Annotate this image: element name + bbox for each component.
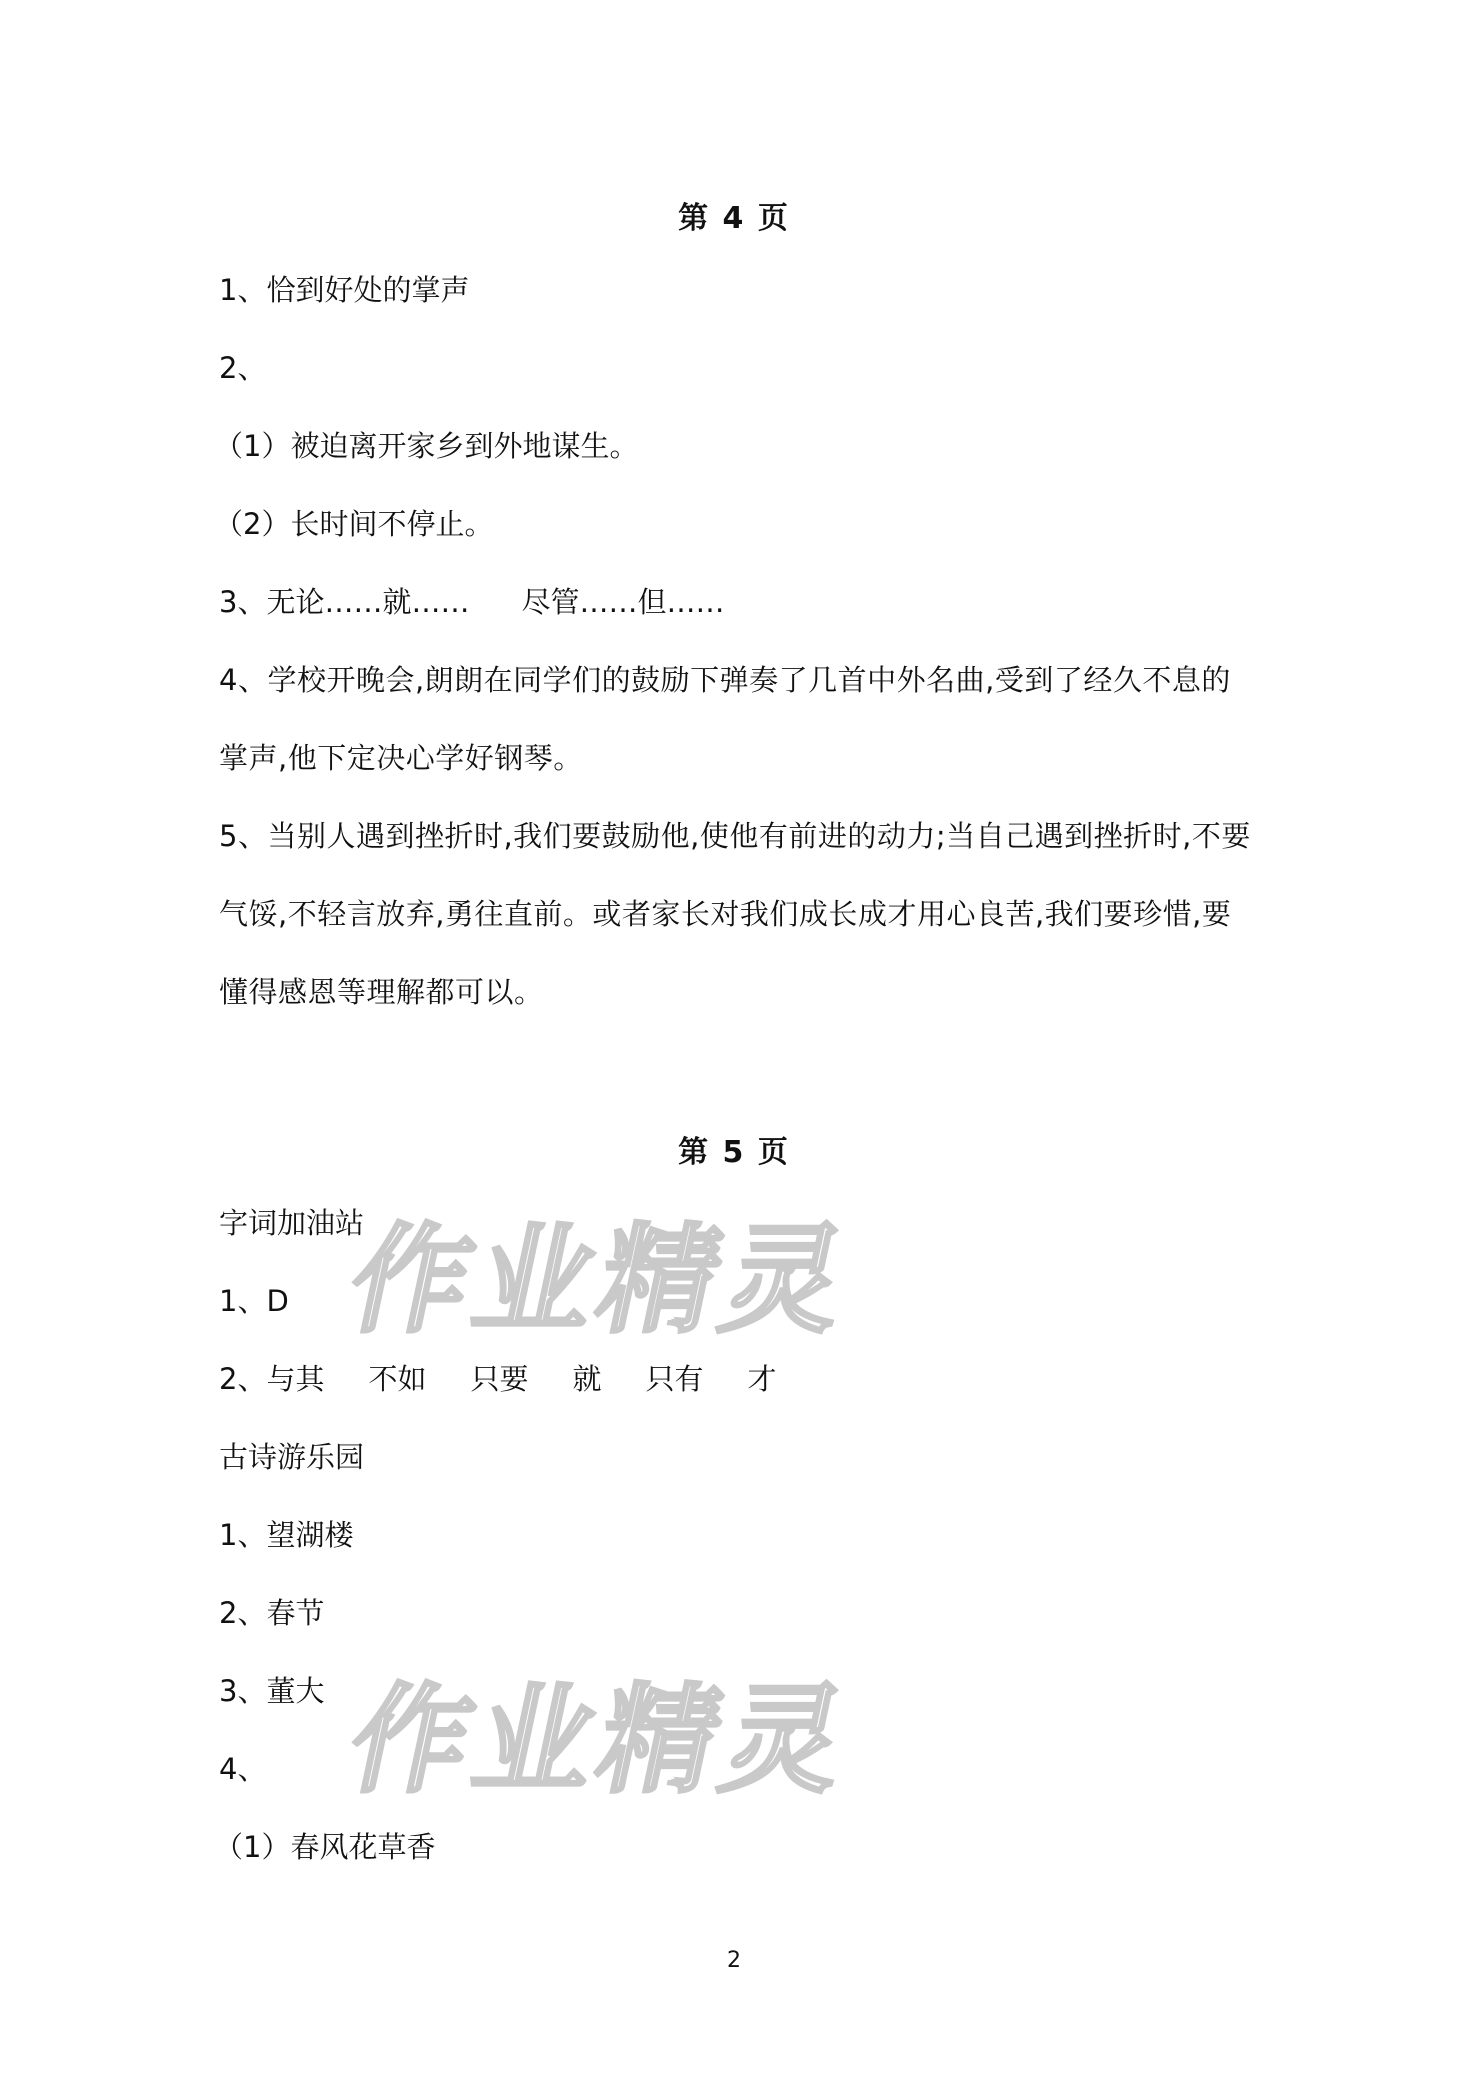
vocab-answer-2	[219, 1359, 777, 1399]
vocab-answer-2-word: 就	[572, 1362, 602, 1396]
vocab-answer-2-word: 不如	[368, 1362, 427, 1396]
answer-5: 5、当别人遇到挫折时,我们要鼓励他,使他有前进的动力;当自己遇到挫折时,不要气馁,不轻言放弃,勇往直前。或者家长对我们成长成才用心良苦,我们要珍惜,要懂得感恩等理解都可以。	[219, 819, 1251, 1009]
answer-3-part-a: 3、无论……就……	[219, 585, 470, 619]
poetry-answer-2: 2、春节	[219, 1596, 325, 1630]
page-5-heading: 第 5 页	[678, 1135, 790, 1170]
answer-2-2: （2）长时间不停止。	[214, 507, 494, 541]
section-title-poetry: 古诗游乐园	[219, 1440, 365, 1474]
vocab-answer-2-word: 只有	[645, 1362, 704, 1396]
vocab-answer-2-word: 2、与其	[219, 1362, 325, 1396]
watermark: 作业精灵	[338, 1211, 864, 1349]
poetry-answer-3: 3、董大	[219, 1674, 325, 1708]
page-4-heading: 第 4 页	[678, 201, 790, 236]
answer-2-1: （1）被迫离开家乡到外地谋生。	[214, 429, 639, 463]
vocab-answer-2-word: 才	[747, 1362, 777, 1396]
page-number: 2	[727, 1948, 741, 1973]
answer-3	[219, 582, 724, 622]
poetry-answer-4: 4、	[219, 1752, 267, 1786]
answer-4: 4、学校开晚会,朗朗在同学们的鼓励下弹奏了几首中外名曲,受到了经久不息的掌声,他下定决心学好钢琴。	[219, 663, 1231, 775]
watermark: 作业精灵	[338, 1671, 864, 1809]
vocab-answer-1: 1、D	[219, 1284, 289, 1318]
vocab-answer-2-word: 只要	[470, 1362, 529, 1396]
answer-3-part-b: 尽管……但……	[521, 585, 725, 619]
answer-1: 1、恰到好处的掌声	[219, 273, 470, 307]
answer-2: 2、	[219, 351, 267, 385]
poetry-answer-4-1: （1）春风花草香	[214, 1830, 436, 1864]
section-title-vocabulary: 字词加油站	[219, 1206, 365, 1240]
poetry-answer-1: 1、望湖楼	[219, 1518, 354, 1552]
